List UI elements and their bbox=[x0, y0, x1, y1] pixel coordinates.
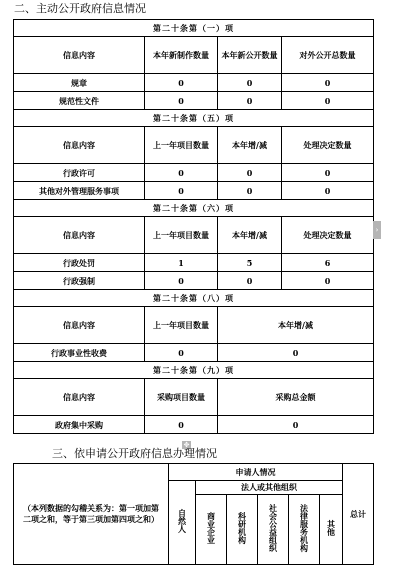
cell-value: 0 bbox=[218, 344, 374, 362]
cell-value: 5 bbox=[218, 254, 282, 272]
col-header-info: 信息内容 bbox=[14, 217, 145, 254]
col-header-info: 信息内容 bbox=[14, 127, 145, 164]
scroll-handle-icon[interactable]: › bbox=[373, 221, 381, 239]
table-row bbox=[14, 344, 374, 362]
research-label: 科研机构 bbox=[237, 512, 248, 544]
section-header-20-6: 第二十条第（六）项 bbox=[14, 200, 374, 217]
section-header-20-8: 第二十条第（八）项 bbox=[14, 290, 374, 307]
row-label: 规章 bbox=[14, 74, 145, 92]
col-header-info: 信息内容 bbox=[14, 379, 145, 416]
row-label: 行政事业性收费 bbox=[14, 344, 145, 362]
col-header-prev-count: 上一年项目数量 bbox=[145, 307, 218, 344]
section-title-active-disclosure: 二、主动公开政府信息情况 bbox=[14, 2, 146, 15]
section-title-request-disclosure: 三、依申请公开政府信息办理情况 bbox=[52, 447, 217, 460]
col-header-change: 本年增/减 bbox=[218, 307, 374, 344]
col-header-decisions: 处理决定数量 bbox=[282, 127, 374, 164]
section-header-20-1: 第二十条第（一）项 bbox=[14, 20, 374, 37]
cell-value: 6 bbox=[282, 254, 374, 272]
col-header-total bbox=[343, 464, 374, 565]
cell-value: 0 bbox=[282, 92, 374, 110]
request-disclosure-table bbox=[13, 463, 374, 565]
col-header-info: 信息内容 bbox=[14, 307, 145, 344]
cell-value: 0 bbox=[145, 164, 218, 182]
col-header-change: 本年增/减 bbox=[218, 217, 282, 254]
row-label: 政府集中采购 bbox=[14, 416, 145, 434]
cell-value: 0 bbox=[218, 272, 282, 290]
legal-service-label: 法律服务机构 bbox=[299, 504, 310, 552]
cell-value: 0 bbox=[145, 92, 218, 110]
col-header-change: 本年增/减 bbox=[218, 127, 282, 164]
cell-value: 0 bbox=[218, 182, 282, 200]
cell-value: 0 bbox=[282, 182, 374, 200]
natural-person-label: 自然人 bbox=[177, 509, 188, 533]
table-row bbox=[14, 182, 374, 200]
cell-value: 1 bbox=[145, 254, 218, 272]
cell-value: 0 bbox=[145, 182, 218, 200]
table-row bbox=[14, 164, 374, 182]
cell-value: 0 bbox=[218, 416, 374, 434]
row-label: 规范性文件 bbox=[14, 92, 145, 110]
cell-value: 0 bbox=[218, 92, 282, 110]
col-header-info: 信息内容 bbox=[14, 37, 145, 74]
row-label: 行政许可 bbox=[14, 164, 145, 182]
col-header-public-welfare bbox=[258, 495, 289, 565]
table-row bbox=[14, 254, 374, 272]
table-row bbox=[14, 272, 374, 290]
note-cell: （本列数据的勾稽关系为：第一项加第二项之和，等于第三项加第四项之和） bbox=[14, 464, 169, 565]
col-header-research bbox=[227, 495, 258, 565]
cell-value: 0 bbox=[145, 416, 218, 434]
table-row bbox=[14, 74, 374, 92]
cell-value: 0 bbox=[218, 74, 282, 92]
cell-value: 0 bbox=[145, 272, 218, 290]
col-header-prev-count: 上一年项目数量 bbox=[145, 127, 218, 164]
applicant-header: 申请人情况 bbox=[169, 464, 343, 481]
row-label: 行政强制 bbox=[14, 272, 145, 290]
col-header-business bbox=[196, 495, 227, 565]
cell-value: 0 bbox=[282, 164, 374, 182]
total-label: 总计 bbox=[350, 508, 367, 519]
legal-org-header: 法人或其他组织 bbox=[196, 481, 343, 495]
public-welfare-label: 社会公益组织 bbox=[268, 504, 279, 552]
col-header-prev-count: 上一年项目数量 bbox=[145, 217, 218, 254]
section-header-20-9: 第二十条第（九）项 bbox=[14, 362, 374, 379]
cell-value: 0 bbox=[145, 344, 218, 362]
table-row bbox=[14, 92, 374, 110]
active-disclosure-table bbox=[13, 19, 374, 434]
col-header-purchase-amount: 采购总金额 bbox=[218, 379, 374, 416]
table-row bbox=[14, 416, 374, 434]
col-header-decisions: 处理决定数量 bbox=[282, 217, 374, 254]
section-header-20-5: 第二十条第（五）项 bbox=[14, 110, 374, 127]
cell-value: 0 bbox=[218, 164, 282, 182]
col-header-purchase-count: 采购项目数量 bbox=[145, 379, 218, 416]
col-header-natural-person bbox=[169, 481, 196, 565]
move-handle-icon[interactable]: ✥ bbox=[183, 441, 190, 449]
cell-value: 0 bbox=[282, 272, 374, 290]
col-header-legal-service bbox=[289, 495, 320, 565]
row-label: 行政处罚 bbox=[14, 254, 145, 272]
col-header-new-made: 本年新制作数量 bbox=[145, 37, 218, 74]
cell-value: 0 bbox=[145, 74, 218, 92]
cell-value: 0 bbox=[282, 74, 374, 92]
col-header-new-published: 本年新公开数量 bbox=[218, 37, 282, 74]
row-label: 其他对外管理服务事项 bbox=[14, 182, 145, 200]
col-header-other bbox=[320, 495, 343, 565]
other-label: 其他 bbox=[326, 520, 337, 536]
business-label: 商业企业 bbox=[206, 512, 217, 544]
col-header-total-published: 对外公开总数量 bbox=[282, 37, 374, 74]
